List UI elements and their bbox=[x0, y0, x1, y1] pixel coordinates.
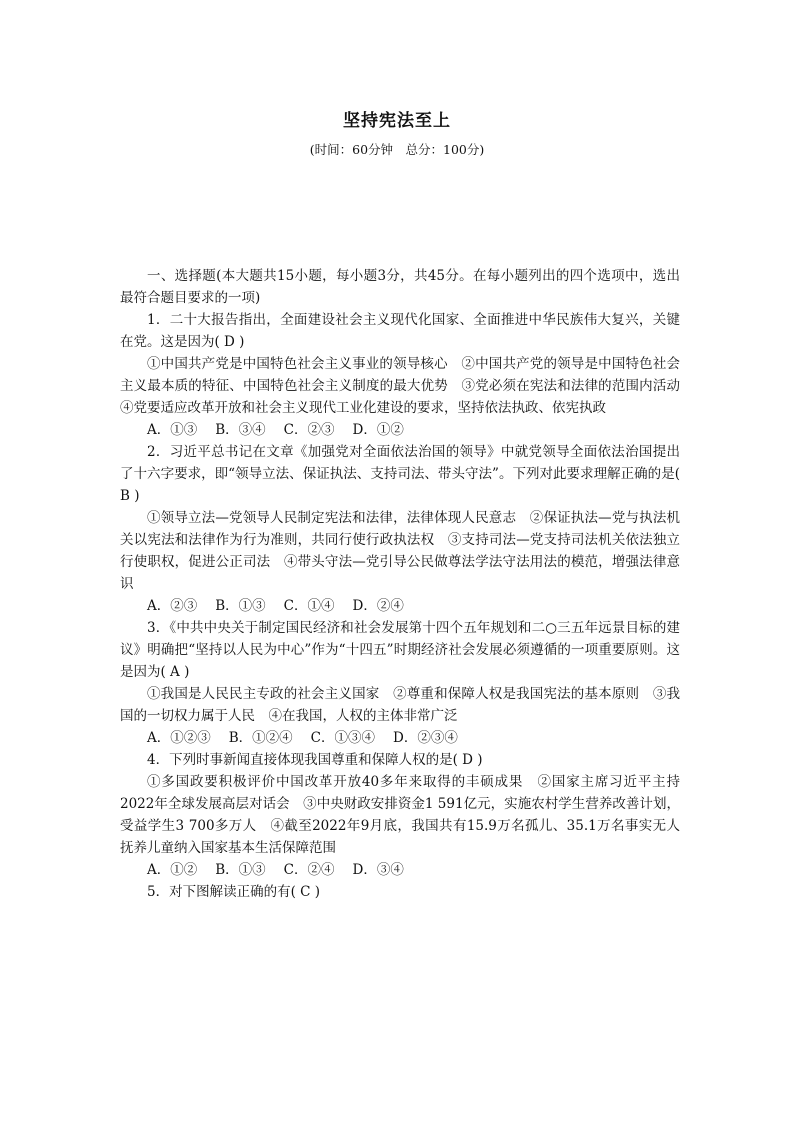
question-1-options bbox=[120, 419, 680, 441]
option-c: C．②④ bbox=[283, 862, 335, 878]
document-title: 坚持宪法至上 bbox=[343, 111, 451, 131]
question-4-stem: 4．下列时事新闻直接体现我国尊重和保障人权的是( D ) bbox=[147, 752, 483, 768]
document-body bbox=[120, 265, 694, 903]
option-a: A．②③ bbox=[147, 598, 198, 614]
question-3-stem: 3．《中共中央关于制定国民经济和社会发展第十四个五年规划和二○三五年远景目标的建议》明确把“坚持以人民为中心”作为“十四五”时期经济社会发展必须遵循的一项重要原则。这是因为( A ) bbox=[120, 620, 680, 680]
option-a: A．①② bbox=[147, 862, 198, 878]
question-5-stem: 5．对下图解读正确的有( C ) bbox=[147, 884, 321, 900]
option-d: D．②④ bbox=[352, 598, 404, 614]
option-c: C．②③ bbox=[283, 422, 335, 438]
question-2-statements: ①领导立法—党领导人民制定宪法和法律，法律体现人民意志 ②保证执法—党与执法机关以宪法和法律作为行为准则，共同行使行政执法权 ③支持司法—党支持司法机关依法独立行使职权，促进公正司法 ④带头守法—党引导公民做尊法学法守法用法的模范，增强法律意识 bbox=[120, 510, 680, 592]
question-2-options bbox=[120, 595, 680, 617]
option-c: C．①④ bbox=[283, 598, 335, 614]
option-c: C．①③④ bbox=[310, 730, 376, 746]
question-3-options bbox=[120, 727, 680, 749]
option-d: D．②③④ bbox=[393, 730, 458, 746]
option-d: D．③④ bbox=[352, 862, 404, 878]
option-a: A．①②③ bbox=[147, 730, 211, 746]
question-4-options bbox=[120, 859, 680, 881]
option-a: A．①③ bbox=[147, 422, 198, 438]
section-heading: 一、选择题(本大题共15小题，每小题3分，共45分。在每小题列出的四个选项中，选出最符合题目要求的一项) bbox=[120, 268, 680, 306]
option-b: B．①③ bbox=[215, 862, 266, 878]
question-1-statements: ①中国共产党是中国特色社会主义事业的领导核心 ②中国共产党的领导是中国特色社会主义最本质的特征、中国特色社会主义制度的最大优势 ③党必须在宪法和法律的范围内活动 ④党要适应改革开放和社会主义现代工业化建设的要求，坚持依法执政、依宪执政 bbox=[120, 356, 694, 416]
question-3-statements: ①我国是人民民主专政的社会主义国家 ②尊重和保障人权是我国宪法的基本原则 ③我国的一切权力属于人民 ④在我国，人权的主体非常广泛 bbox=[120, 686, 680, 724]
option-b: B．③④ bbox=[215, 422, 266, 438]
option-b: B．①③ bbox=[215, 598, 266, 614]
question-2-stem: 2．习近平总书记在文章《加强党对全面依法治国的领导》中就党领导全面依法治国提出了十六字要求，即“领导立法、保证执法、支持司法、带头守法”。下列对此要求理解正确的是( B ) bbox=[120, 444, 680, 504]
document-subtitle: (时间：60分钟 总分：100分) bbox=[309, 142, 485, 157]
question-4-statements: ①多国政要积极评价中国改革开放40多年来取得的丰硕成果 ②国家主席习近平主持2022年全球发展高层对话会 ③中央财政安排资金1 591亿元，实施农村学生营养改善计划，受益学生3 700多万人 ④截至2022年9月底，我国共有15.9万名孤儿、35.1万名事实无人抚养儿童纳入国家基本生活保障范围 bbox=[120, 774, 680, 856]
option-d: D．①② bbox=[352, 422, 404, 438]
option-b: B．①②④ bbox=[228, 730, 293, 746]
question-1-stem: 1．二十大报告指出，全面建设社会主义现代化国家、全面推进中华民族伟大复兴，关键在党。这是因为( D ) bbox=[120, 312, 680, 350]
